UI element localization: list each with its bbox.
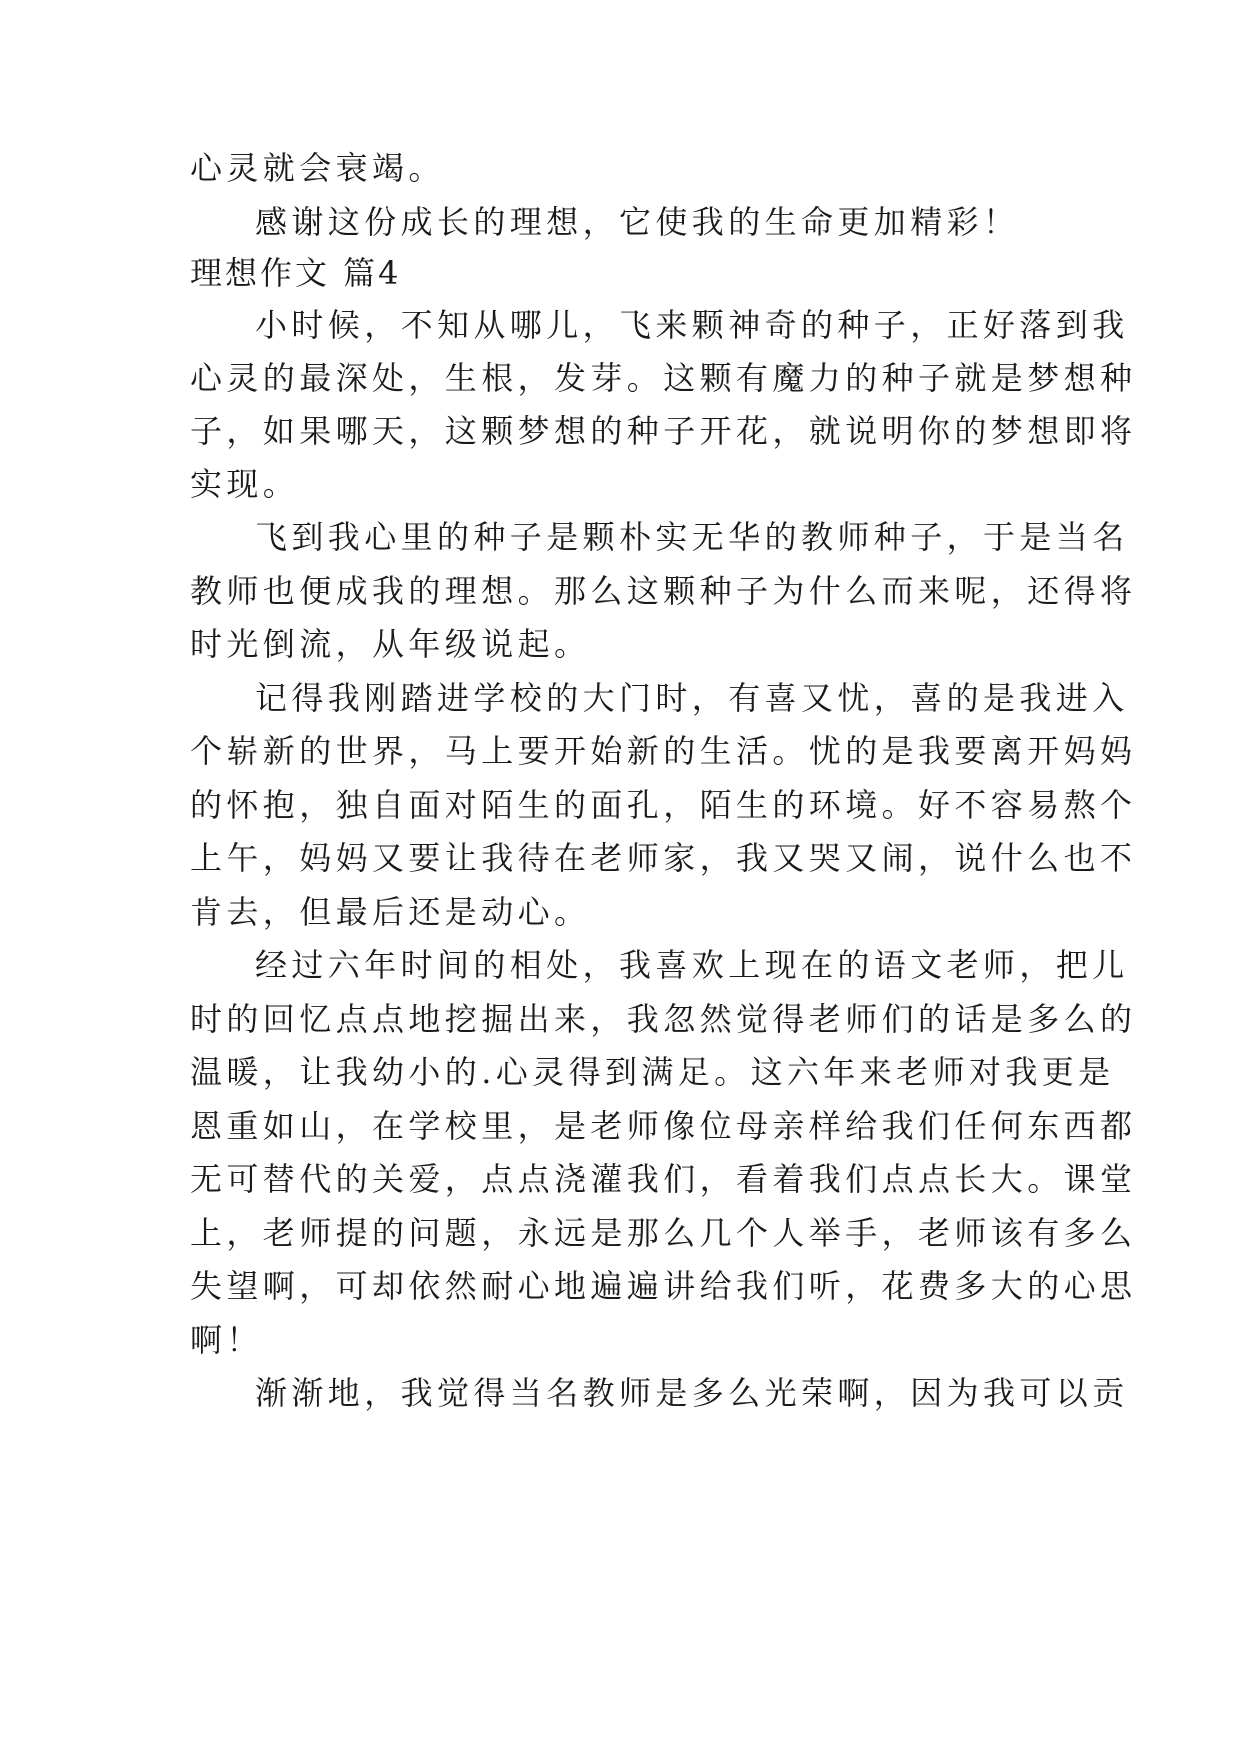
text-line: 的怀抱，独自面对陌生的面孔，陌生的环境。好不容易熬个 [190, 786, 1137, 824]
text-line: 时的回忆点点地挖掘出来，我忽然觉得老师们的话是多么的 [190, 1000, 1137, 1038]
text-line: 无可替代的关爱，点点浇灌我们，看着我们点点长大。课堂 [190, 1160, 1137, 1198]
paragraph-line: 飞到我心里的种子是颗朴实无华的教师种子，于是当名 [255, 518, 1129, 556]
text-line: 恩重如山，在学校里，是老师像位母亲样给我们任何东西都 [190, 1107, 1137, 1145]
text-line: 心灵的最深处，生根，发芽。这颗有魔力的种子就是梦想种 [190, 359, 1137, 397]
paragraph-line: 感谢这份成长的理想，它使我的生命更加精彩！ [255, 203, 1020, 241]
text-line: 子，如果哪天，这颗梦想的种子开花，就说明你的梦想即将 [190, 412, 1137, 450]
paragraph-line: 渐渐地，我觉得当名教师是多么光荣啊，因为我可以贡 [255, 1374, 1129, 1412]
text-line: 肯去，但最后还是动心。 [190, 893, 591, 931]
text-line: 上，老师提的问题，永远是那么几个人举手，老师该有多么 [190, 1214, 1137, 1252]
text-line: 时光倒流，从年级说起。 [190, 625, 591, 663]
text-line: 温暖，让我幼小的.心灵得到满足。这六年来老师对我更是 [190, 1053, 1115, 1091]
text-line: 啊！ [190, 1321, 263, 1359]
paragraph-line: 记得我刚踏进学校的大门时，有喜又忧，喜的是我进入 [255, 679, 1129, 717]
text-line: 教师也便成我的理想。那么这颗种子为什么而来呢，还得将 [190, 572, 1137, 610]
paragraph-line: 小时候，不知从哪儿，飞来颗神奇的种子，正好落到我 [255, 306, 1129, 344]
paragraph-line: 经过六年时间的相处，我喜欢上现在的语文老师，把儿 [255, 946, 1129, 984]
text-line: 心灵就会衰竭。 [190, 149, 445, 187]
text-line: 实现。 [190, 465, 300, 503]
text-line: 上午，妈妈又要让我待在老师家，我又哭又闹，说什么也不 [190, 839, 1137, 877]
text-line: 失望啊，可却依然耐心地遍遍讲给我们听，花费多大的心思 [190, 1267, 1137, 1305]
section-heading: 理想作文 篇4 [190, 254, 402, 292]
text-line: 个崭新的世界，马上要开始新的生活。忧的是我要离开妈妈 [190, 732, 1137, 770]
